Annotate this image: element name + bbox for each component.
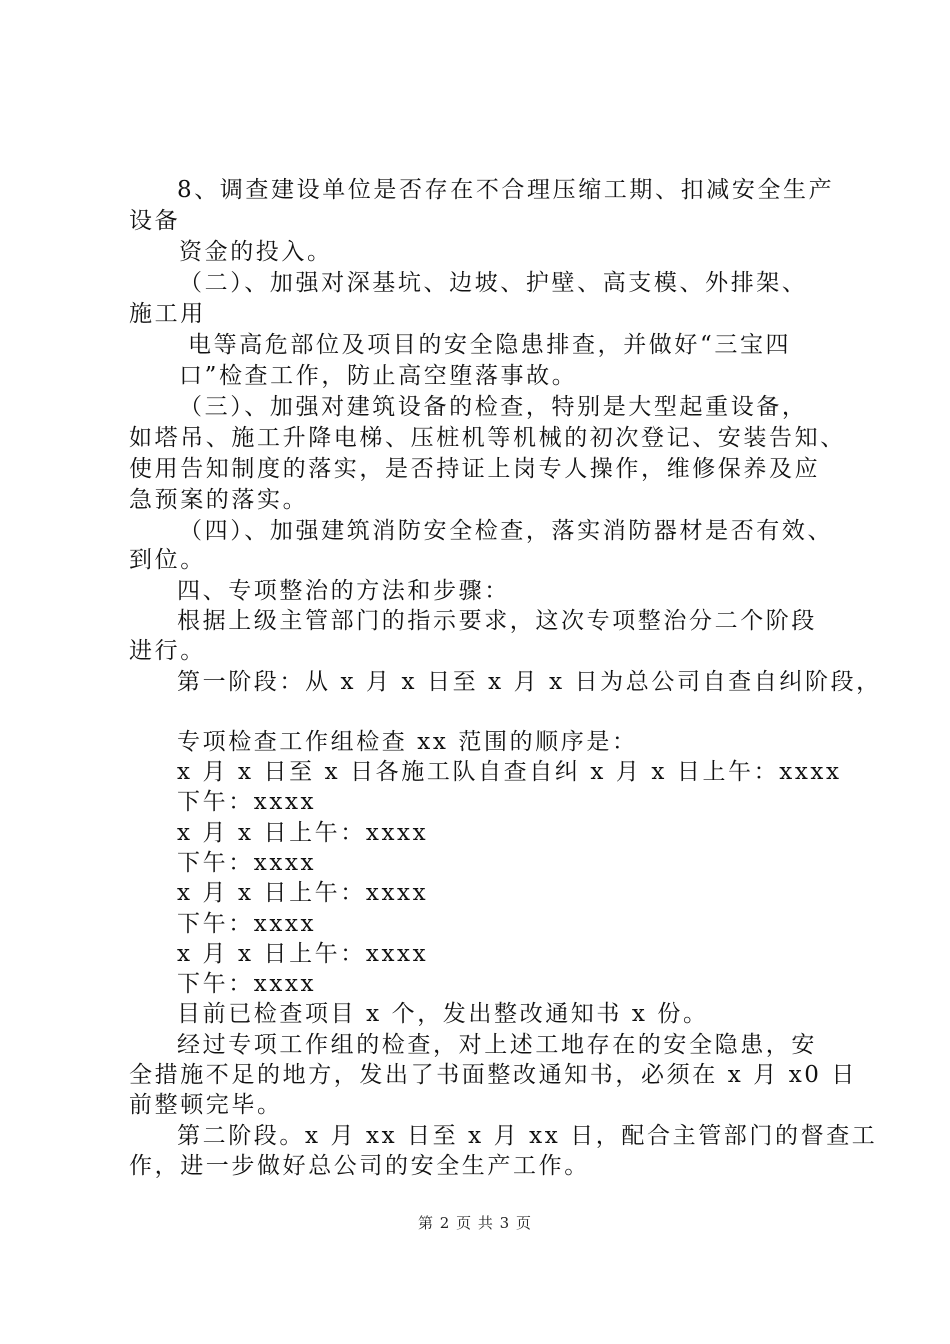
schedule-line: x 月 x 日至 x 日各施工队自查自纠 x 月 x 日上午：xxxx [177, 759, 842, 785]
text-line: 口”检查工作，防止高空堕落事故。 [179, 363, 578, 389]
text-line: 到位。 [129, 547, 206, 573]
text-line: （二）、加强对深基坑、边坡、护壁、高支模、外排架、 [179, 270, 808, 296]
text-line: 根据上级主管部门的指示要求，这次专项整治分二个阶段 [177, 608, 817, 634]
schedule-line: x 月 x 日上午：xxxx [177, 880, 429, 906]
text-line: 资金的投入。 [179, 239, 333, 265]
section-heading: 四、专项整治的方法和步骤： [177, 578, 510, 604]
text-line: 前整顿完毕。 [129, 1092, 283, 1118]
schedule-line: x 月 x 日上午：xxxx [177, 820, 429, 846]
text-line: （三）、加强对建筑设备的检查，特别是大型起重设备， [179, 394, 808, 420]
text-line: 施工用 [129, 301, 206, 327]
text-line: 作，进一步做好总公司的安全生产工作。 [129, 1153, 590, 1179]
text-line: 使用告知制度的落实，是否持证上岗专人操作，维修保养及应 [129, 456, 821, 482]
text-line: 经过专项工作组的检查，对上述工地存在的安全隐患，安 [177, 1032, 817, 1058]
text-line: 如塔吊、施工升降电梯、压桩机等机械的初次登记、安装告知、 [129, 425, 846, 451]
text-line: 8、调查建设单位是否存在不合理压缩工期、扣减安全生产 [177, 177, 835, 203]
text-line: 进行。 [129, 638, 206, 664]
text-line: 电等高危部位及项目的安全隐患排查，并做好“三宝四 [188, 332, 792, 358]
text-line: 目前已检查项目 x 个，发出整改通知书 x 份。 [177, 1001, 709, 1027]
text-line: 全措施不足的地方，发出了书面整改通知书，必须在 x 月 x0 日 [129, 1062, 858, 1088]
schedule-line: 下午：xxxx [177, 789, 317, 815]
page-number-footer: 第 2 页 共 3 页 [418, 1214, 532, 1232]
schedule-line: x 月 x 日上午：xxxx [177, 941, 429, 967]
text-line: 急预案的落实。 [129, 487, 309, 513]
schedule-line: 下午：xxxx [177, 911, 317, 937]
text-line: 第二阶段。x 月 xx 日至 x 月 xx 日，配合主管部门的督查工 [177, 1123, 878, 1149]
schedule-line: 下午：xxxx [177, 850, 317, 876]
text-line: 设备 [129, 208, 181, 234]
schedule-line: 下午：xxxx [177, 971, 317, 997]
text-line: 专项检查工作组检查 xx 范围的顺序是： [177, 729, 638, 755]
text-line: 第一阶段：从 x 月 x 日至 x 月 x 日为总公司自查自纠阶段， [177, 669, 882, 695]
text-line: （四）、加强建筑消防安全检查，落实消防器材是否有效、 [179, 518, 834, 544]
